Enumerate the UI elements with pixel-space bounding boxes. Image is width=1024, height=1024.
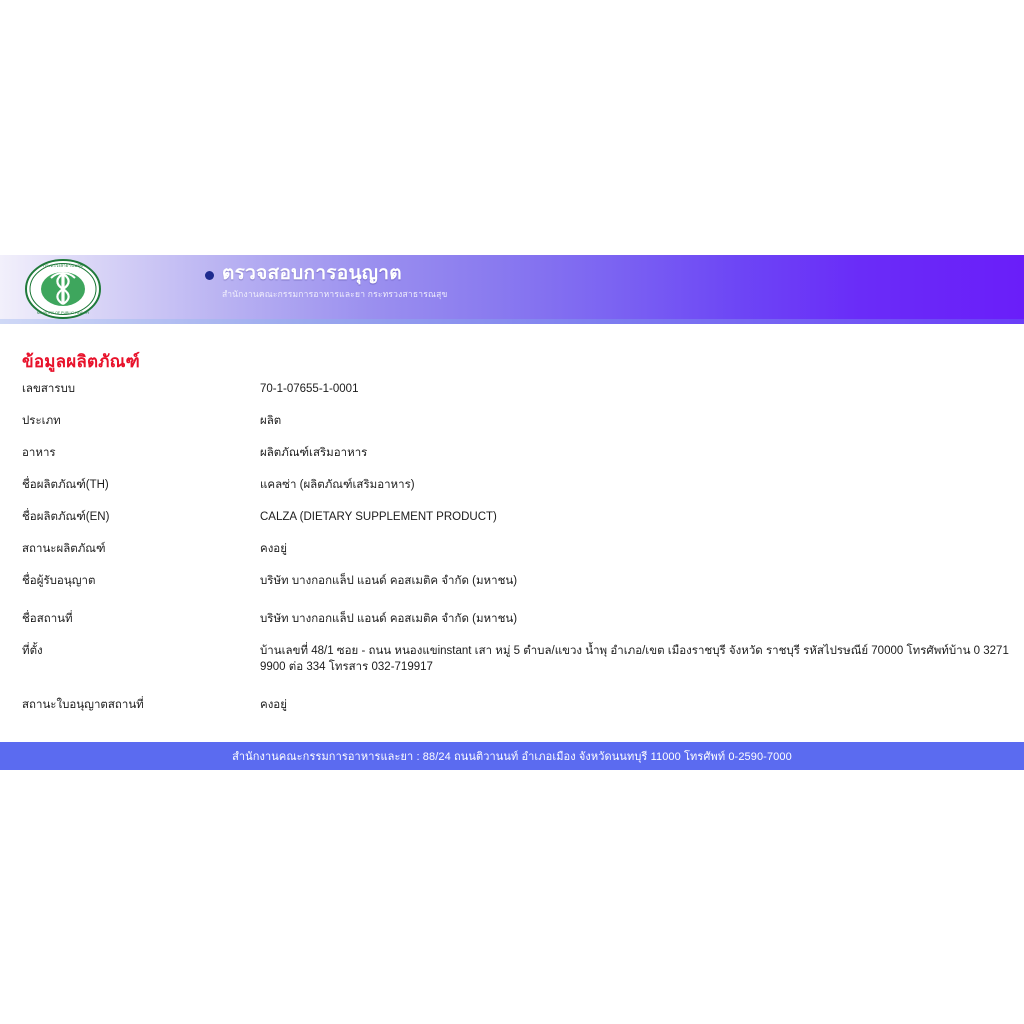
detail-label: ชื่อผลิตภัณฑ์(TH) (22, 479, 109, 491)
table-row (22, 445, 1022, 477)
detail-label: อาหาร (22, 447, 56, 459)
detail-label: สถานะใบอนุญาตสถานที่ (22, 699, 144, 711)
table-row (22, 573, 1022, 611)
table-row (22, 413, 1022, 445)
site-header (0, 255, 1024, 319)
bullet-icon (205, 271, 214, 280)
detail-label: ชื่อผลิตภัณฑ์(EN) (22, 511, 110, 523)
footer-text: สำนักงานคณะกรรมการอาหารและยา : 88/24 ถนนติวานนท์ อำเภอเมือง จังหวัดนนทบุรี 11000 โทรศัพท์ 0-2590-7000 (232, 751, 792, 763)
detail-value: บริษัท บางกอกแล็ป แอนด์ คอสเมติค จำกัด (มหาชน) (260, 575, 518, 587)
header-subtitle: สำนักงานคณะกรรมการอาหารและยา กระทรวงสาธารณสุข (222, 289, 448, 299)
svg-text:กระทรวงสาธารณสุข: กระทรวงสาธารณสุข (43, 264, 83, 269)
detail-label: ชื่อสถานที่ (22, 613, 73, 625)
header-underline (0, 319, 1024, 324)
detail-value: คงอยู่ (260, 699, 287, 711)
table-row (22, 643, 1022, 697)
detail-label: สถานะผลิตภัณฑ์ (22, 543, 106, 555)
detail-value: CALZA (DIETARY SUPPLEMENT PRODUCT) (260, 511, 497, 523)
detail-value: ผลิต (260, 415, 282, 427)
site-footer (0, 742, 1024, 770)
table-row (22, 381, 1022, 413)
header-title-block (222, 262, 447, 300)
detail-value: ผลิตภัณฑ์เสริมอาหาร (260, 447, 368, 459)
svg-text:MINISTRY OF PUBLIC HEALTH: MINISTRY OF PUBLIC HEALTH (37, 311, 89, 315)
product-detail-table (22, 381, 1022, 729)
detail-value: บริษัท บางกอกแล็ป แอนด์ คอสเมติค จำกัด (มหาชน) (260, 613, 518, 625)
table-row (22, 541, 1022, 573)
detail-label: ที่ตั้ง (22, 645, 43, 657)
moph-caduceus-seal-icon (24, 258, 102, 320)
detail-value: แคลซ่า (ผลิตภัณฑ์เสริมอาหาร) (260, 479, 415, 491)
detail-label: ชื่อผู้รับอนุญาต (22, 575, 96, 587)
page-title: ข้อมูลผลิตภัณฑ์ (22, 352, 140, 371)
table-row (22, 611, 1022, 643)
detail-label: ประเภท (22, 415, 61, 427)
table-row (22, 477, 1022, 509)
detail-label: เลขสารบบ (22, 383, 76, 395)
detail-value: คงอยู่ (260, 543, 287, 555)
header-title: ตรวจสอบการอนุญาต (222, 263, 402, 284)
table-row (22, 697, 1022, 729)
detail-value: 70-1-07655-1-0001 (260, 383, 359, 395)
table-row (22, 509, 1022, 541)
detail-value: บ้านเลขที่ 48/1 ซอย - ถนน หนองแขinstant เสา หมู่ 5 ตำบล/แขวง น้ำพุ อำเภอ/เขต เมืองราชบุรี จังหวัด ราชบุรี รหัสไปรษณีย์ 70000 โทรศัพท์บ้าน 0 3271 9900 ต่อ 334 โทรสาร 032-719917 (260, 645, 1009, 673)
